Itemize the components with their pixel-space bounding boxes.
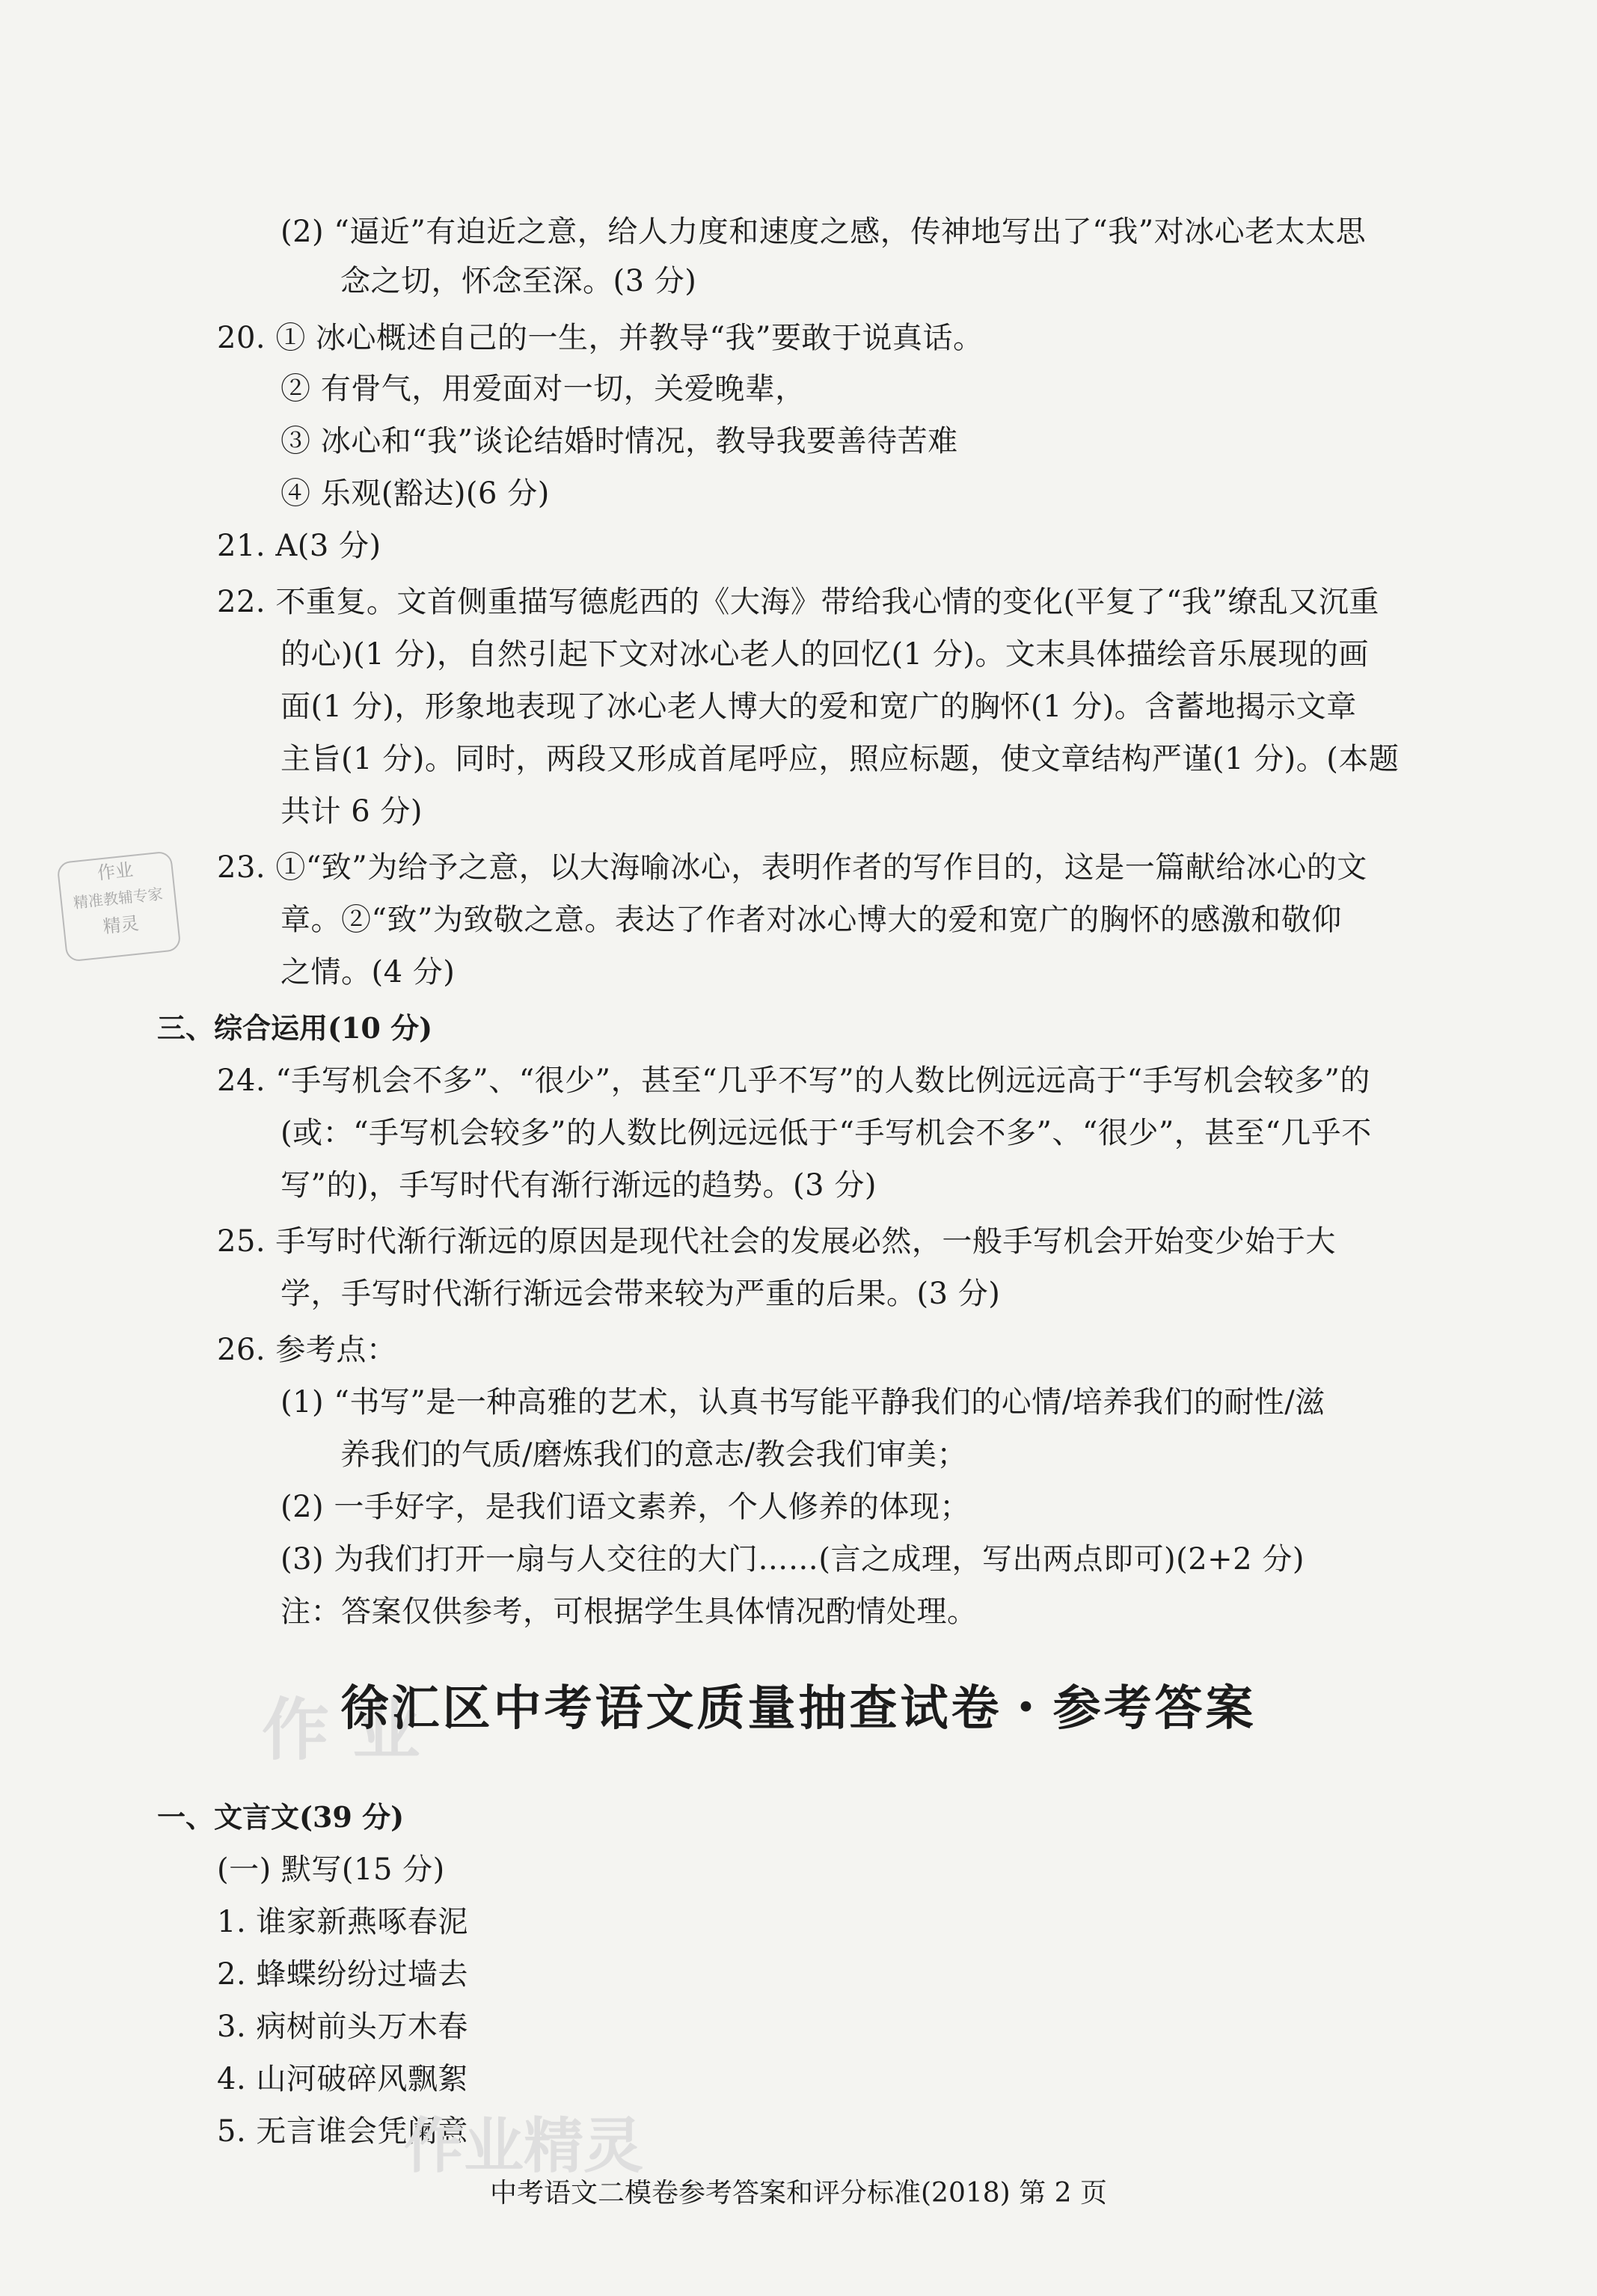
watermark-1: 作 业 xyxy=(262,1691,420,1769)
stamp-logo xyxy=(56,850,181,962)
answer-20-line2: ② 有骨气，用爱面对一切，关爱晚辈， xyxy=(281,372,806,406)
answer-20-line1: 20. ① 冰心概述自己的一生，并教导“我”要敢于说真话。 xyxy=(217,321,984,355)
answer-23-line2: 章。②“致”为致敬之意。表达了作者对冰心博大的爱和宽广的胸怀的感激和敬仰 xyxy=(281,903,1342,937)
answer-22-line2: 的心)(1 分)，自然引起下文对冰心老人的回忆(1 分)。文末具体描绘音乐展现的画 xyxy=(281,637,1369,672)
stamp-top: 作业 xyxy=(96,859,135,884)
answer-26-point1-line1: (1) “书写”是一种高雅的艺术，认真书写能平静我们的心情/培养我们的耐性/滋 xyxy=(281,1385,1325,1419)
answer-24-line3: 写”的)，手写时代有渐行渐远的趋势。(3 分) xyxy=(281,1168,877,1203)
recitation-2: 2. 蜂蝶纷纷过墙去 xyxy=(217,1957,468,1992)
page-footer: 中考语文二模卷参考答案和评分标准(2018) 第 2 页 xyxy=(490,2178,1107,2208)
answer-19-2-line2: 念之切，怀念至深。(3 分) xyxy=(340,264,697,298)
answer-22-line3: 面(1 分)，形象地表现了冰心老人博大的爱和宽广的胸怀(1 分)。含蓄地揭示文章 xyxy=(281,690,1357,724)
subsection-1-heading: (一) 默写(15 分) xyxy=(217,1853,445,1887)
recitation-3: 3. 病树前头万木春 xyxy=(217,2010,468,2044)
section-title: 徐汇区中考语文质量抽查试卷・参考答案 xyxy=(340,1681,1257,1737)
answer-22-line4: 主旨(1 分)。同时，两段又形成首尾呼应，照应标题，使文章结构严谨(1 分)。(本题 xyxy=(281,742,1400,776)
answer-24-line1: 24. “手写机会不多”、“很少”，甚至“几乎不写”的人数比例远远高于“手写机会较多”的 xyxy=(217,1063,1370,1098)
answer-23-line1: 23. ①“致”为给予之意，以大海喻冰心，表明作者的写作目的，这是一篇献给冰心的文 xyxy=(217,850,1367,885)
answer-25-line2: 学，手写时代渐行渐远会带来较为严重的后果。(3 分) xyxy=(281,1277,1001,1311)
answer-22-line1: 22. 不重复。文首侧重描写德彪西的《大海》带给我心情的变化(平复了“我”缭乱又沉重 xyxy=(217,585,1379,619)
answer-20-line3: ③ 冰心和“我”谈论结婚时情况，教导我要善待苦难 xyxy=(281,424,958,458)
answer-23-line3: 之情。(4 分) xyxy=(281,955,456,989)
answer-26-point1-line2: 养我们的气质/磨炼我们的意志/教会我们审美； xyxy=(340,1437,967,1472)
recitation-1: 1. 谁家新燕啄春泥 xyxy=(217,1905,468,1939)
stamp-bottom: 精灵 xyxy=(102,912,140,938)
watermark-2: 作业精灵 xyxy=(404,2111,643,2181)
answer-26-point3: (3) 为我们打开一扇与人交往的大门……(言之成理，写出两点即可)(2+2 分) xyxy=(281,1542,1305,1577)
answer-20-line4: ④ 乐观(豁达)(6 分) xyxy=(281,476,550,511)
answer-22-line5: 共计 6 分) xyxy=(281,794,423,829)
answer-19-2-line1: (2) “逼近”有迫近之意，给人力度和速度之感，传神地写出了“我”对冰心老太太思 xyxy=(281,215,1367,249)
answer-note: 注：答案仅供参考，可根据学生具体情况酌情处理。 xyxy=(281,1594,978,1629)
recitation-4: 4. 山河破碎风飘絮 xyxy=(217,2062,468,2096)
answer-21: 21. A(3 分) xyxy=(217,529,381,563)
answer-26-line1: 26. 参考点： xyxy=(217,1333,397,1367)
recitation-5: 5. 无言谁会凭阑意 xyxy=(217,2114,468,2149)
section-3-heading: 三、综合运用(10 分) xyxy=(157,1011,433,1045)
stamp-middle: 精准教辅专家 xyxy=(72,884,164,912)
answer-26-point2: (2) 一手好字，是我们语文素养，个人修养的体现； xyxy=(281,1490,970,1524)
section-1-heading: 一、文言文(39 分) xyxy=(157,1800,405,1834)
answer-24-line2: (或：“手写机会较多”的人数比例远远低于“手写机会不多”、“很少”，甚至“几乎不 xyxy=(281,1116,1372,1150)
answer-25-line1: 25. 手写时代渐行渐远的原因是现代社会的发展必然，一般手写机会开始变少始于大 xyxy=(217,1224,1336,1259)
